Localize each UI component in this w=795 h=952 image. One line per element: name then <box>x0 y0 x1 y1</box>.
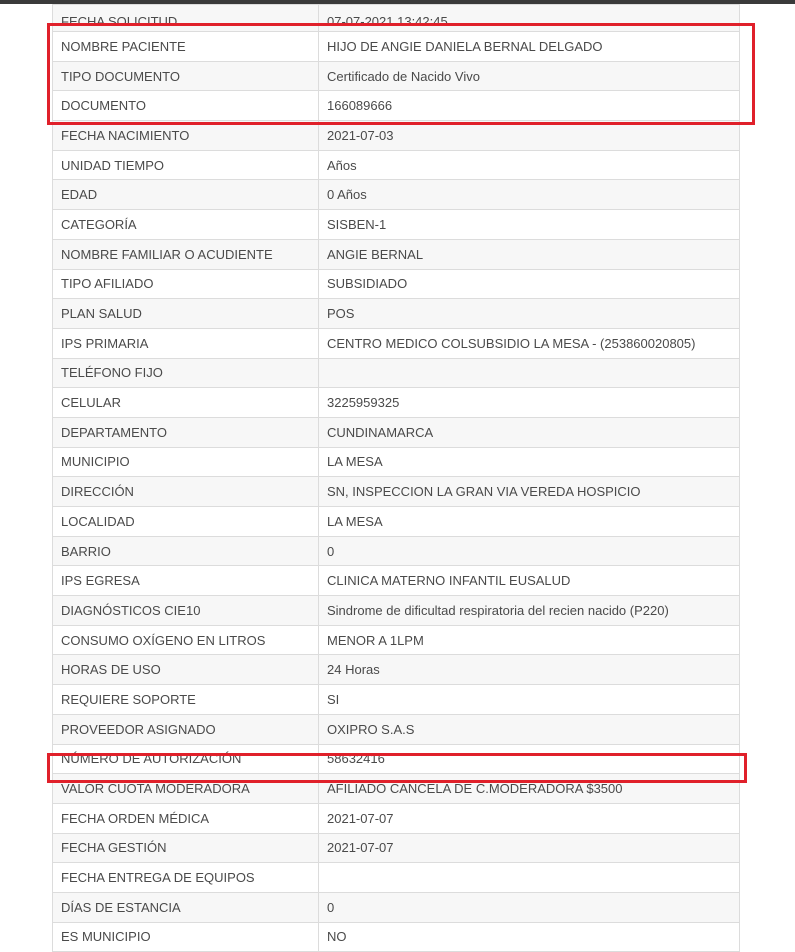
field-value: Sindrome de dificultad respiratoria del recien nacido (P220) <box>319 596 740 626</box>
table-row <box>53 863 740 893</box>
record-table-body <box>53 5 740 952</box>
table-row <box>53 536 740 566</box>
field-label: CATEGORÍA <box>53 210 319 240</box>
table-row <box>53 566 740 596</box>
field-value: Certificado de Nacido Vivo <box>319 61 740 91</box>
field-value: CLINICA MATERNO INFANTIL EUSALUD <box>319 566 740 596</box>
table-row <box>53 655 740 685</box>
table-row <box>53 744 740 774</box>
field-value: SI <box>319 685 740 715</box>
field-value: CUNDINAMARCA <box>319 417 740 447</box>
table-row <box>53 150 740 180</box>
table-row <box>53 91 740 121</box>
table-row <box>53 210 740 240</box>
field-value: SN, INSPECCION LA GRAN VIA VEREDA HOSPICIO <box>319 477 740 507</box>
table-row <box>53 447 740 477</box>
field-label: CELULAR <box>53 388 319 418</box>
field-value: HIJO DE ANGIE DANIELA BERNAL DELGADO <box>319 32 740 62</box>
table-row <box>53 180 740 210</box>
field-label: TELÉFONO FIJO <box>53 358 319 388</box>
field-label: FECHA ORDEN MÉDICA <box>53 803 319 833</box>
field-value <box>319 863 740 893</box>
field-label: UNIDAD TIEMPO <box>53 150 319 180</box>
field-label: TIPO AFILIADO <box>53 269 319 299</box>
field-value: LA MESA <box>319 507 740 537</box>
table-row <box>53 61 740 91</box>
table-row <box>53 328 740 358</box>
table-row <box>53 269 740 299</box>
field-value: 58632416 <box>319 744 740 774</box>
table-row <box>53 299 740 329</box>
field-value: CENTRO MEDICO COLSUBSIDIO LA MESA - (253860020805) <box>319 328 740 358</box>
table-row <box>53 388 740 418</box>
field-value: 24 Horas <box>319 655 740 685</box>
patient-record-table <box>52 4 740 952</box>
field-label: IPS PRIMARIA <box>53 328 319 358</box>
table-row <box>53 417 740 447</box>
field-label: PLAN SALUD <box>53 299 319 329</box>
field-label: VALOR CUOTA MODERADORA <box>53 774 319 804</box>
field-label: DÍAS DE ESTANCIA <box>53 892 319 922</box>
field-label: NOMBRE FAMILIAR O ACUDIENTE <box>53 239 319 269</box>
table-row <box>53 5 740 32</box>
table-row <box>53 774 740 804</box>
field-value: AFILIADO CANCELA DE C.MODERADORA $3500 <box>319 774 740 804</box>
field-label: EDAD <box>53 180 319 210</box>
field-value: 07-07-2021 13:42:45 <box>319 5 740 32</box>
field-value: 166089666 <box>319 91 740 121</box>
field-label: DOCUMENTO <box>53 91 319 121</box>
field-value: SUBSIDIADO <box>319 269 740 299</box>
field-label: HORAS DE USO <box>53 655 319 685</box>
field-label: DIAGNÓSTICOS CIE10 <box>53 596 319 626</box>
field-label: DIRECCIÓN <box>53 477 319 507</box>
field-label: NÚMERO DE AUTORIZACIÓN <box>53 744 319 774</box>
field-label: DEPARTAMENTO <box>53 417 319 447</box>
table-row <box>53 685 740 715</box>
field-value: 2021-07-03 <box>319 121 740 151</box>
field-value <box>319 358 740 388</box>
table-row <box>53 239 740 269</box>
field-label: NOMBRE PACIENTE <box>53 32 319 62</box>
table-row <box>53 922 740 952</box>
table-row <box>53 358 740 388</box>
field-label: FECHA ENTREGA DE EQUIPOS <box>53 863 319 893</box>
field-label: IPS EGRESA <box>53 566 319 596</box>
table-row <box>53 714 740 744</box>
table-row <box>53 625 740 655</box>
field-value: MENOR A 1LPM <box>319 625 740 655</box>
field-value: ANGIE BERNAL <box>319 239 740 269</box>
field-label: PROVEEDOR ASIGNADO <box>53 714 319 744</box>
field-label: REQUIERE SOPORTE <box>53 685 319 715</box>
field-value: OXIPRO S.A.S <box>319 714 740 744</box>
field-value: LA MESA <box>319 447 740 477</box>
field-label: BARRIO <box>53 536 319 566</box>
table-row <box>53 892 740 922</box>
table-row <box>53 803 740 833</box>
field-value: POS <box>319 299 740 329</box>
field-value: Años <box>319 150 740 180</box>
field-label: CONSUMO OXÍGENO EN LITROS <box>53 625 319 655</box>
table-row <box>53 121 740 151</box>
table-row <box>53 507 740 537</box>
field-label: MUNICIPIO <box>53 447 319 477</box>
table-row <box>53 477 740 507</box>
table-row <box>53 32 740 62</box>
field-value: SISBEN-1 <box>319 210 740 240</box>
field-label: FECHA GESTIÓN <box>53 833 319 863</box>
field-value: 2021-07-07 <box>319 833 740 863</box>
field-value: 0 <box>319 892 740 922</box>
field-value: 0 <box>319 536 740 566</box>
table-row <box>53 833 740 863</box>
field-label: FECHA NACIMIENTO <box>53 121 319 151</box>
field-label: LOCALIDAD <box>53 507 319 537</box>
table-row <box>53 596 740 626</box>
field-value: 3225959325 <box>319 388 740 418</box>
field-label: TIPO DOCUMENTO <box>53 61 319 91</box>
field-value: NO <box>319 922 740 952</box>
field-value: 0 Años <box>319 180 740 210</box>
field-label: ES MUNICIPIO <box>53 922 319 952</box>
field-value: 2021-07-07 <box>319 803 740 833</box>
field-label: FECHA SOLICITUD <box>53 5 319 32</box>
